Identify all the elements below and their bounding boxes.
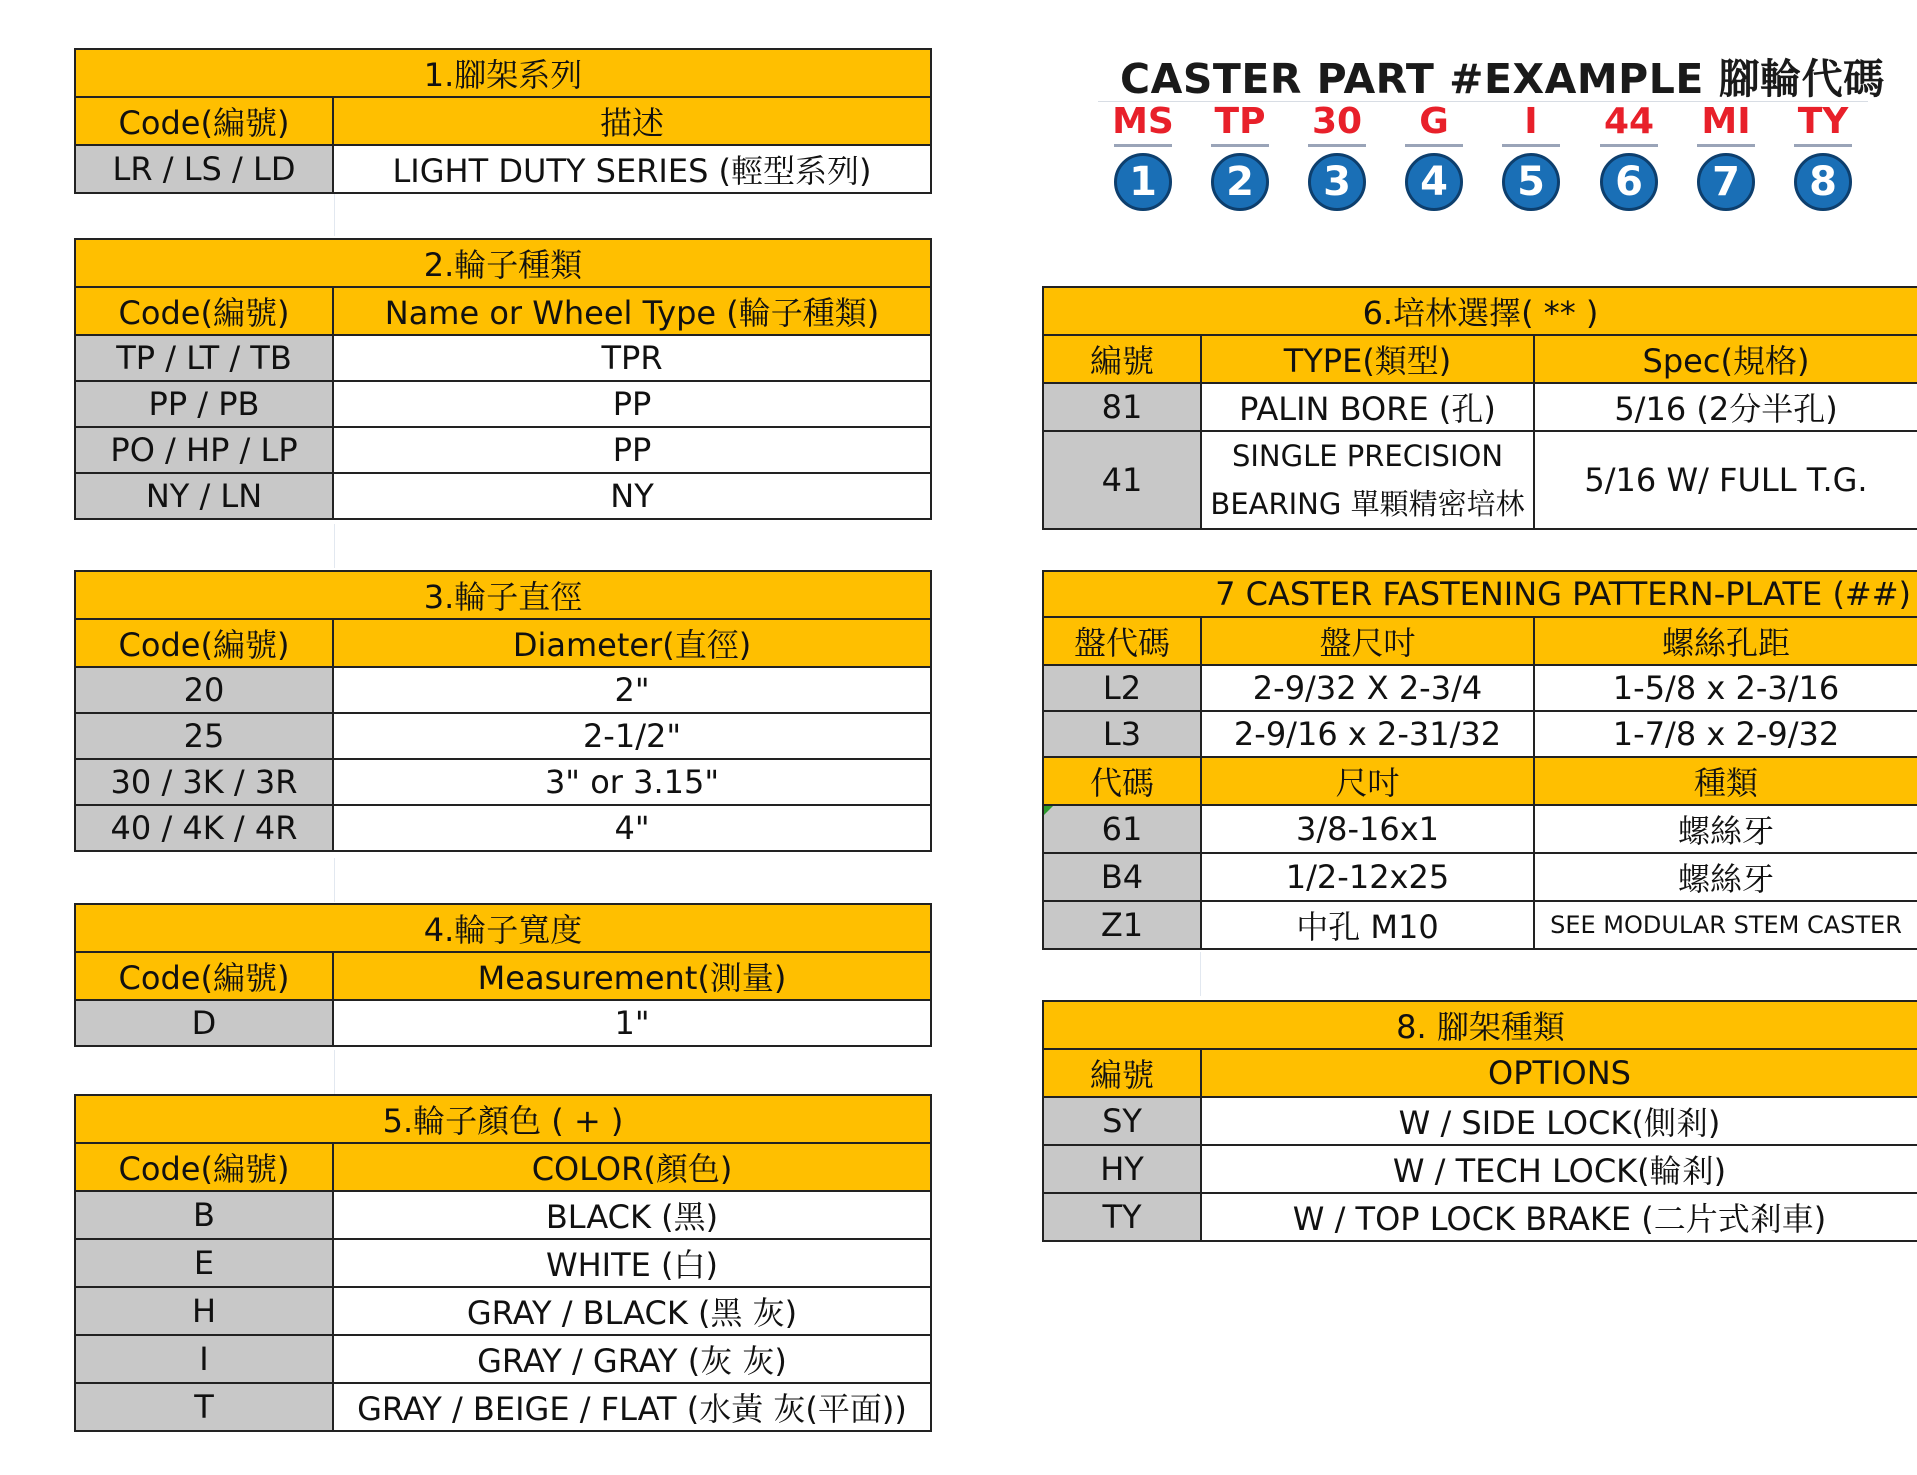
code-cell: PO / HP / LP <box>75 427 333 473</box>
grid-line <box>334 524 335 568</box>
example-code: MI <box>1701 101 1751 142</box>
column-header: Measurement(測量) <box>333 952 931 1000</box>
table-row <box>75 1383 931 1431</box>
grid-line <box>334 858 335 902</box>
code-cell: 30 / 3K / 3R <box>75 759 333 805</box>
table-row <box>75 473 931 519</box>
table-row <box>1043 1145 1917 1193</box>
table-row <box>1043 665 1917 711</box>
code-cell: D <box>75 1000 333 1046</box>
table-title: 7 CASTER FASTENING PATTERN-PLATE (##) <box>1043 571 1917 617</box>
value-cell: PP <box>333 381 931 427</box>
code-cell: E <box>75 1239 333 1287</box>
example-code: 44 <box>1603 101 1655 142</box>
size-cell: 2-9/16 x 2-31/32 <box>1201 711 1534 757</box>
example-code: G <box>1419 101 1449 142</box>
example-underline <box>1308 144 1366 147</box>
example-item <box>1584 100 1674 211</box>
code-cell: TY <box>1043 1193 1201 1241</box>
example-item <box>1486 100 1576 211</box>
code-cell: NY / LN <box>75 473 333 519</box>
code-cell: TP / LT / TB <box>75 335 333 381</box>
column-header: Name or Wheel Type (輪子種類) <box>333 287 931 335</box>
table-row <box>75 1335 931 1383</box>
option-cell: W / TOP LOCK BRAKE (二片式剎車) <box>1201 1193 1917 1241</box>
column-header: 編號 <box>1043 1049 1201 1097</box>
wheel-color-table <box>74 1094 932 1432</box>
example-item <box>1778 100 1868 211</box>
table-row <box>75 427 931 473</box>
column-header: 尺吋 <box>1201 757 1534 805</box>
column-header: Code(編號) <box>75 97 333 145</box>
value-cell: GRAY / BEIGE / FLAT (水黃 灰(平面)) <box>333 1383 931 1431</box>
kind-cell: 螺絲牙 <box>1534 853 1917 901</box>
size-cell: 中孔 M10 <box>1201 901 1534 949</box>
example-code: I <box>1524 101 1538 142</box>
code-cell: SY <box>1043 1097 1201 1145</box>
example-code: 30 <box>1311 101 1363 142</box>
example-code: TY <box>1797 101 1849 142</box>
number-2-circle-icon: 2 <box>1211 153 1269 211</box>
wheel-type-table <box>74 238 932 520</box>
example-item <box>1389 100 1479 211</box>
table-row <box>75 713 931 759</box>
table-row <box>75 145 931 193</box>
wheel-diameter-table <box>74 570 932 852</box>
fastening-pattern-table <box>1042 570 1917 950</box>
column-header: Code(編號) <box>75 1143 333 1191</box>
table-row <box>75 335 931 381</box>
size-cell: 3/8-16x1 <box>1201 805 1534 853</box>
kind-cell: SEE MODULAR STEM CASTER <box>1534 901 1917 949</box>
code-cell: 81 <box>1043 383 1201 431</box>
option-cell: W / TECH LOCK(輪剎) <box>1201 1145 1917 1193</box>
column-header: 描述 <box>333 97 931 145</box>
table-row <box>75 1000 931 1046</box>
column-header: TYPE(類型) <box>1201 335 1534 383</box>
column-header: OPTIONS <box>1201 1049 1917 1097</box>
table-title: 3.輪子直徑 <box>75 571 931 619</box>
column-header: Code(編號) <box>75 952 333 1000</box>
code-cell: 20 <box>75 667 333 713</box>
code-cell: H <box>75 1287 333 1335</box>
example-underline <box>1600 144 1658 147</box>
code-cell: 61 <box>1043 805 1201 853</box>
type-cell: PALIN BORE (孔) <box>1201 383 1534 431</box>
table-row <box>75 759 931 805</box>
column-header: COLOR(顏色) <box>333 1143 931 1191</box>
number-5-circle-icon: 5 <box>1502 153 1560 211</box>
code-cell: HY <box>1043 1145 1201 1193</box>
example-code: MS <box>1112 101 1174 142</box>
column-header: 編號 <box>1043 335 1201 383</box>
grid-line <box>1200 952 1201 996</box>
example-underline <box>1114 144 1172 147</box>
table-title: 8. 腳架種類 <box>1043 1001 1917 1049</box>
table-row <box>75 381 931 427</box>
number-6-circle-icon: 6 <box>1600 153 1658 211</box>
value-cell: WHITE (白) <box>333 1239 931 1287</box>
number-7-circle-icon: 7 <box>1697 153 1755 211</box>
value-cell: 3" or 3.15" <box>333 759 931 805</box>
hole-spacing-cell: 1-7/8 x 2-9/32 <box>1534 711 1917 757</box>
value-cell: LIGHT DUTY SERIES (輕型系列) <box>333 145 931 193</box>
value-cell: BLACK (黑) <box>333 1191 931 1239</box>
code-cell: I <box>75 1335 333 1383</box>
column-header: 種類 <box>1534 757 1917 805</box>
frame-type-table <box>1042 1000 1917 1242</box>
grid-line <box>334 1050 335 1094</box>
table-title: 5.輪子顏色 ( + ) <box>75 1095 931 1143</box>
example-underline <box>1211 144 1269 147</box>
example-underline <box>1405 144 1463 147</box>
example-code-row <box>1098 100 1868 212</box>
frame-series-table <box>74 48 932 194</box>
code-cell: L2 <box>1043 665 1201 711</box>
code-cell: Z1 <box>1043 901 1201 949</box>
number-3-circle-icon: 3 <box>1308 153 1366 211</box>
table-title: 1.腳架系列 <box>75 49 931 97</box>
example-item <box>1681 100 1771 211</box>
value-cell: GRAY / BLACK (黑 灰) <box>333 1287 931 1335</box>
value-cell: 1" <box>333 1000 931 1046</box>
spec-cell: 5/16 (2分半孔) <box>1534 383 1917 431</box>
wheel-width-table <box>74 903 932 1047</box>
hole-spacing-cell: 1-5/8 x 2-3/16 <box>1534 665 1917 711</box>
table-row <box>75 1239 931 1287</box>
example-title: CASTER PART #EXAMPLE 腳輪代碼 <box>1120 55 1885 103</box>
number-4-circle-icon: 4 <box>1405 153 1463 211</box>
code-cell: B4 <box>1043 853 1201 901</box>
type-cell: SINGLE PRECISION BEARING 單顆精密培林 <box>1201 431 1534 529</box>
code-cell: 40 / 4K / 4R <box>75 805 333 851</box>
value-cell: GRAY / GRAY (灰 灰) <box>333 1335 931 1383</box>
table-row <box>1043 1193 1917 1241</box>
spec-cell: 5/16 W/ FULL T.G. <box>1534 431 1917 529</box>
table-title: 4.輪子寬度 <box>75 904 931 952</box>
table-row <box>1043 901 1917 949</box>
table-row <box>1043 853 1917 901</box>
code-cell: 25 <box>75 713 333 759</box>
column-header: 盤代碼 <box>1043 617 1201 665</box>
value-cell: PP <box>333 427 931 473</box>
table-row <box>75 805 931 851</box>
table-row <box>75 1191 931 1239</box>
size-cell: 1/2-12x25 <box>1201 853 1534 901</box>
number-8-circle-icon: 8 <box>1794 153 1852 211</box>
example-item <box>1195 100 1285 211</box>
example-underline <box>1697 144 1755 147</box>
code-cell: L3 <box>1043 711 1201 757</box>
code-cell: PP / PB <box>75 381 333 427</box>
column-header: Code(編號) <box>75 287 333 335</box>
value-cell: TPR <box>333 335 931 381</box>
table-title: 6.培林選擇( ** ) <box>1043 287 1917 335</box>
table-row <box>1043 431 1917 529</box>
value-cell: 2-1/2" <box>333 713 931 759</box>
value-cell: NY <box>333 473 931 519</box>
table-row <box>1043 711 1917 757</box>
column-header: 代碼 <box>1043 757 1201 805</box>
table-row <box>75 667 931 713</box>
option-cell: W / SIDE LOCK(側剎) <box>1201 1097 1917 1145</box>
column-header: 螺絲孔距 <box>1534 617 1917 665</box>
table-row <box>75 1287 931 1335</box>
column-header: Spec(規格) <box>1534 335 1917 383</box>
example-item <box>1098 100 1188 211</box>
number-1-circle-icon: 1 <box>1114 153 1172 211</box>
value-cell: 2" <box>333 667 931 713</box>
size-cell: 2-9/32 X 2-3/4 <box>1201 665 1534 711</box>
table-title: 2.輪子種類 <box>75 239 931 287</box>
example-underline <box>1502 144 1560 147</box>
code-cell: 41 <box>1043 431 1201 529</box>
table-row <box>1043 383 1917 431</box>
code-cell: T <box>75 1383 333 1431</box>
grid-line <box>334 192 335 236</box>
column-header: Code(編號) <box>75 619 333 667</box>
bearing-table <box>1042 286 1917 530</box>
table-row <box>1043 805 1917 853</box>
value-cell: 4" <box>333 805 931 851</box>
column-header: Diameter(直徑) <box>333 619 931 667</box>
table-row <box>1043 1097 1917 1145</box>
code-cell: LR / LS / LD <box>75 145 333 193</box>
kind-cell: 螺絲牙 <box>1534 805 1917 853</box>
example-underline <box>1794 144 1852 147</box>
code-cell: B <box>75 1191 333 1239</box>
example-code: TP <box>1214 101 1266 142</box>
example-item <box>1292 100 1382 211</box>
column-header: 盤尺吋 <box>1201 617 1534 665</box>
